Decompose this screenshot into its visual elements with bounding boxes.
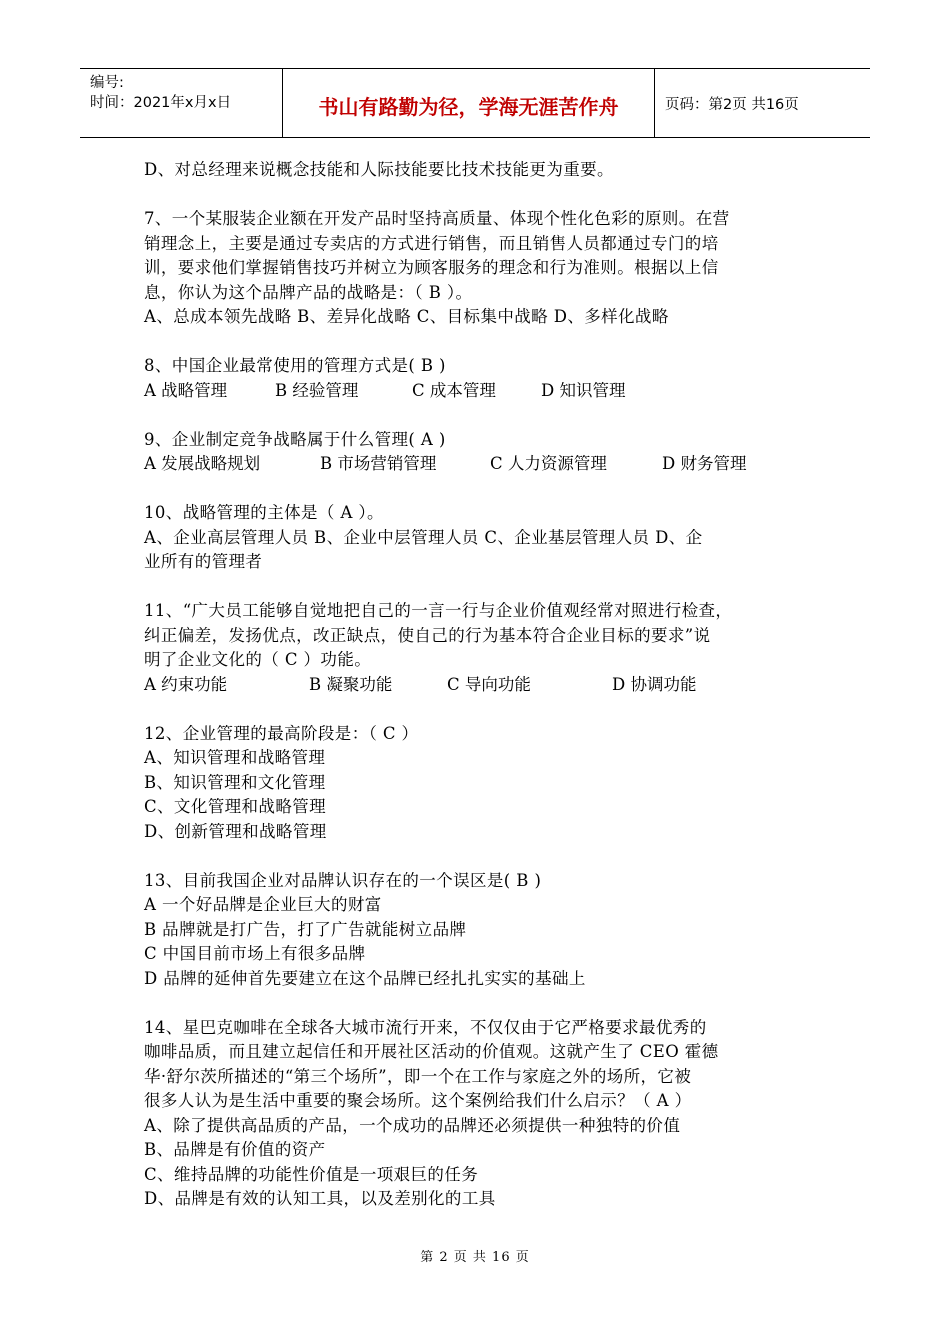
q9-option-b: B 市场营销管理: [320, 454, 437, 473]
question-9: 9、企业制定竞争战略属于什么管理( A ): [144, 429, 446, 449]
time-label: 时间：2021年x月x日: [90, 95, 232, 111]
question-7-line-4: 息，你认为这个品牌产品的战略是：（ B ）。: [144, 282, 473, 302]
question-9-options: [144, 452, 814, 477]
question-11-line-1: 11、“广大员工能够自觉地把自己的一言一行与企业价值观经常对照进行检查，: [144, 601, 733, 620]
header-left-cell: [80, 69, 283, 137]
document-body: [144, 158, 814, 1212]
question-7-options: A、总成本领先战略 B、差异化战略 C、目标集中战略 D、多样化战略: [144, 307, 669, 326]
number-label: 编号:: [90, 75, 124, 91]
q14-option-d: D、品牌是有效的认知工具，以及差别化的工具: [144, 1189, 496, 1208]
question-6-option-d: D、对总经理来说概念技能和人际技能要比技术技能更为重要。: [144, 160, 614, 179]
q8-option-c: C 成本管理: [412, 380, 496, 400]
question-8: 8、中国企业最常使用的管理方式是( B ): [144, 356, 446, 375]
question-14-line-1: 14、星巴克咖啡在全球各大城市流行开来，不仅仅由于它严格要求最优秀的: [144, 1017, 707, 1037]
question-13: 13、目前我国企业对品牌认识存在的一个误区是( B ): [144, 870, 542, 890]
question-14-line-2: 咖啡品质，而且建立起信任和开展社区活动的价值观。这就产生了 CEO 霍德: [144, 1042, 719, 1061]
q12-option-a: A、知识管理和战略管理: [144, 748, 326, 767]
q8-option-b: B 经验管理: [275, 380, 359, 400]
question-7-line-3: 训，要求他们掌握销售技巧并树立为顾客服务的理念和行为准则。根据以上信: [144, 258, 719, 277]
q9-option-c: C 人力资源管理: [490, 454, 607, 473]
q9-option-a: A 发展战略规划: [144, 454, 261, 473]
q13-option-b: B 品牌就是打广告，打了广告就能树立品牌: [144, 919, 467, 939]
page-header: [80, 68, 870, 138]
q11-option-a: A 约束功能: [144, 674, 228, 694]
question-7-line-2: 销理念上，主要是通过专卖店的方式进行销售，而且销售人员都通过专门的培: [144, 233, 719, 253]
q11-option-d: D 协调功能: [612, 674, 697, 694]
page-footer: 第 2 页 共 16 页: [420, 1250, 530, 1265]
question-8-options: [144, 379, 814, 404]
question-11-options: [144, 673, 814, 698]
q14-option-b: B、品牌是有价值的资产: [144, 1140, 326, 1159]
q14-option-c: C、维持品牌的功能性价值是一项艰巨的任务: [144, 1164, 479, 1184]
question-10-options-line-2: 业所有的管理者: [144, 552, 263, 571]
q8-option-d: D 知识管理: [541, 380, 626, 400]
q12-option-d: D、创新管理和战略管理: [144, 821, 327, 841]
q13-option-c: C 中国目前市场上有很多品牌: [144, 944, 366, 963]
question-10: 10、战略管理的主体是（ A ）。: [144, 503, 384, 522]
q11-option-b: B 凝聚功能: [309, 674, 393, 694]
q13-option-a: A 一个好品牌是企业巨大的财富: [144, 895, 382, 914]
header-page-label: 页码：第2页 共16页: [665, 96, 799, 113]
question-14-line-3: 华·舒尔茨所描述的“第三个场所”，即一个在工作与家庭之外的场所，它被: [144, 1066, 692, 1086]
q8-option-a: A 战略管理: [144, 380, 228, 400]
question-14-line-4: 很多人认为是生活中重要的聚会场所。这个案例给我们什么启示？（ A ）: [144, 1091, 692, 1110]
q9-option-d: D 财务管理: [662, 454, 747, 473]
question-10-options-line-1: A、企业高层管理人员 B、企业中层管理人员 C、企业基层管理人员 D、企: [144, 527, 703, 547]
q12-option-b: B、知识管理和文化管理: [144, 772, 326, 792]
q11-option-c: C 导向功能: [447, 674, 531, 694]
question-7-line-1: 7、一个某服装企业额在开发产品时坚持高质量、体现个性化色彩的原则。在营: [144, 209, 730, 228]
q13-option-d: D 品牌的延伸首先要建立在这个品牌已经扎扎实实的基础上: [144, 968, 586, 988]
question-11-line-2: 纠正偏差，发扬优点，改正缺点，使自己的行为基本符合企业目标的要求”说: [144, 625, 711, 645]
q12-option-c: C、文化管理和战略管理: [144, 797, 327, 816]
question-11-line-3: 明了企业文化的（ C ）功能。: [144, 650, 372, 669]
question-12: 12、企业管理的最高阶段是：（ C ）: [144, 723, 419, 743]
q14-option-a: A、除了提供高品质的产品，一个成功的品牌还必须提供一种独特的价值: [144, 1115, 681, 1135]
header-motto: 书山有路勤为径，学海无涯苦作舟: [283, 69, 655, 137]
